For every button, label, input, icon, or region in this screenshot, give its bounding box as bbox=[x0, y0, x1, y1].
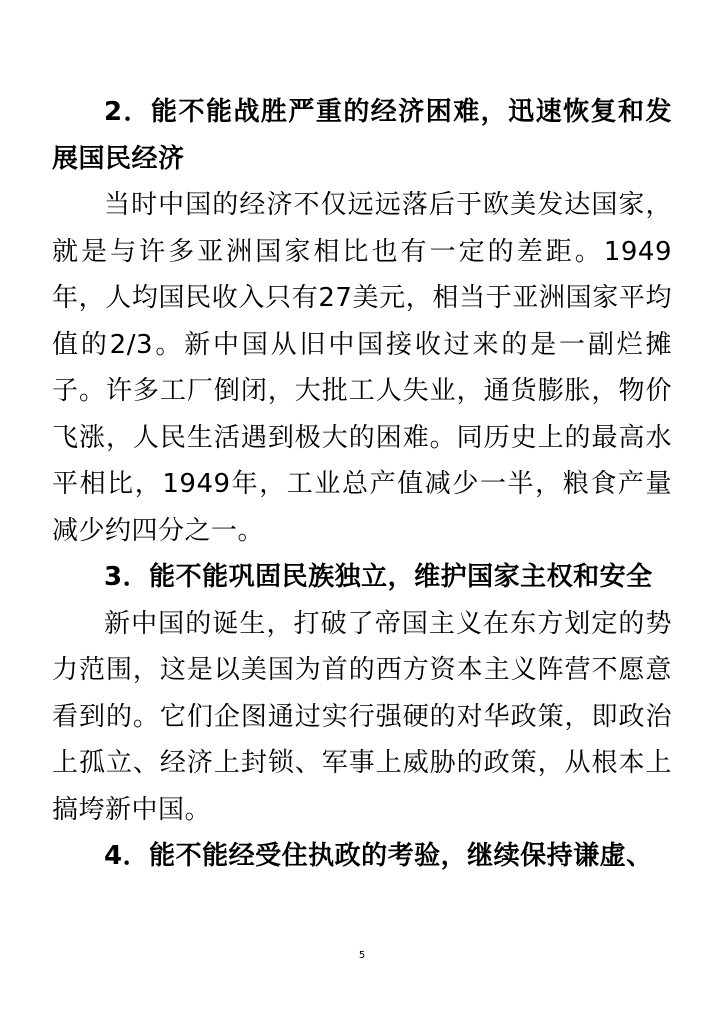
section-heading-3: 3．能不能巩固民族独立，维护国家主权和安全 bbox=[104, 562, 653, 592]
body-paragraph-economy: 当时中国的经济不仅远远落后于欧美发达国家，就是与许多亚洲国家相比也有一定的差距。1949年，人均国民收入只有27美元，相当于亚洲国家平均值的2/3。新中国从旧中国接收过来的是一副烂摊子。许多工厂倒闭，大批工人失业，通货膨胀，物价飞涨，人民生活遇到极大的困难。同历史上的最高水平相比，1949年，工业总产值减少一半，粮食产量减少约四分之一。 bbox=[52, 190, 672, 546]
body-paragraph-sovereignty: 新中国的诞生，打破了帝国主义在东方划定的势力范围，这是以美国为首的西方资本主义阵营不愿意看到的。它们企图通过实行强硬的对华政策，即政治上孤立、经济上封锁、军事上威胁的政策，从根本上搞垮新中国。 bbox=[52, 608, 672, 825]
page-number: 5 bbox=[358, 950, 366, 961]
section-heading-2: 2．能不能战胜严重的经济困难，迅速恢复和发展国民经济 bbox=[52, 97, 672, 174]
section-heading-4: 4．能不能经受住执政的考验，继续保持谦虚、 bbox=[104, 841, 653, 871]
document-body bbox=[52, 89, 672, 880]
